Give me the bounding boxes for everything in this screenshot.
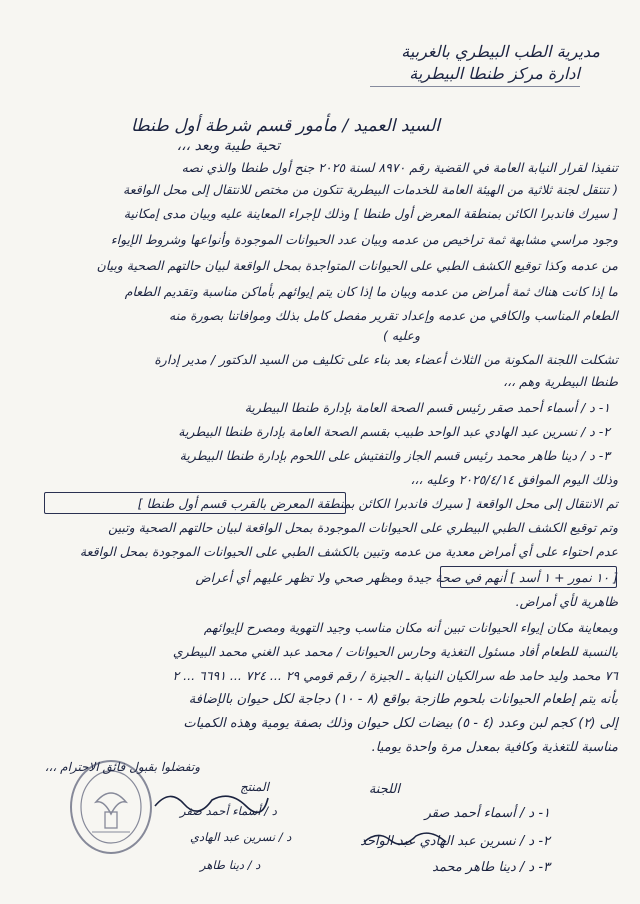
- finding-line: ٧٦ محمد وليد حامد طه سرالكيان النيابة ـ الجيزة / رقم قومي ٢٩ ... ٧٢٤ ... ٦٦٩١ ... ٢: [172, 668, 618, 683]
- signature-name: د / دينا طاهر: [200, 858, 261, 872]
- body-line: وجود مراسي مشابهة ثمة تراخيص من عدمه وبيان عدد الحيوانات الموجودة وأنواعها وشروط الإيواء: [110, 232, 618, 247]
- finding-line: وتم توقيع الكشف الطبي البيطري على الحيوانات الموجودة بمحل الواقعة لبيان حالتهم الصحية وتبين: [108, 520, 618, 535]
- closing-note: وتفضلوا بقبول فائق الاحترام ،،،: [44, 760, 200, 774]
- body-line: [ سيرك فاندبرا الكائن بمنطقة المعرض أول طنطا ] وذلك لإجراء المعاينة عليه وبيان مدى إمكانية: [123, 206, 618, 221]
- signature-scribble: [360, 826, 450, 850]
- org-department: ادارة مركز طنطا البيطرية: [409, 64, 580, 83]
- stamp-eagle-icon: [72, 762, 150, 852]
- committee-date: وذلك اليوم الموافق ٢٠٢٥/٤/١٤ وعليه ،،،: [410, 472, 618, 487]
- body-line: ( تنتقل لجنة ثلاثية من الهيئة العامة للخدمات البيطرية تتكون من مختص للانتقال إلى محل الواقعة: [123, 182, 618, 197]
- signature-scribble: [150, 786, 270, 816]
- committee-signature: ٣- د / دينا طاهر محمد: [432, 860, 550, 875]
- committee-member: ٣- د / دينا طاهر محمد رئيس قسم الجاز والتفتيش على اللحوم بإدارة طنطا البيطرية: [179, 448, 610, 463]
- committee-intro-cont: طنطا البيطرية وهم ،،،: [503, 374, 618, 389]
- signature-title: المنتج: [240, 780, 269, 794]
- greeting: تحية طيبة وبعد ،،،: [176, 138, 280, 154]
- signature-name: د / أسماء أحمد صقر: [180, 804, 277, 818]
- finding-line: عدم احتواء على أي أمراض معدية من عدمه وتبين بالكشف الطبي على الحيوانات الموجودة بمحل الواقعة: [79, 544, 618, 559]
- committee-title: اللجنة: [368, 782, 400, 797]
- animal-count-bracket: [440, 566, 617, 588]
- body-line: الطعام المناسب والكافي من عدمه وإعداد تقرير مفصل كامل بذلك وموافاتنا بصورة منه: [169, 308, 618, 323]
- org-name: مديرية الطب البيطري بالغربية: [401, 42, 600, 61]
- signature-name: د / نسرين عبد الهادي: [190, 830, 292, 844]
- body-line: ما إذا كانت هناك ثمة أمراض من عدمه وبيان ما إذا كان يتم إيوائهم بأماكن مناسبة وتقديم الطعام: [124, 284, 618, 299]
- finding-line: إلى (٢) كجم لبن وعدد (٤ - ٥) بيضات لكل حيوان وذلك بصفة يومية وهذه الكميات: [183, 716, 618, 731]
- official-stamp: [70, 760, 152, 854]
- committee-signature: ١- د / أسماء أحمد صقر: [424, 806, 550, 821]
- committee-signature: ٢- د / نسرين عبد الهادي عبد الواحد: [360, 834, 550, 849]
- finding-line: مناسبة للتغذية وكافية بمعدل مرة واحدة يوميا.: [371, 740, 618, 755]
- committee-member: ١- د / أسماء أحمد صقر رئيس قسم الصحة العامة بإدارة طنطا البيطرية: [244, 400, 610, 415]
- finding-line: ظاهرية لأي أمراض.: [515, 594, 618, 609]
- finding-line: [ ١٠ نمور + ١ أسد ] أنهم في صحة جيدة ومظهر صحي ولا تظهر عليهم أي أعراض: [195, 570, 618, 585]
- finding-line: وبمعاينة مكان إيواء الحيوانات تبين أنه مكان مناسب وجيد التهوية ومصرح لإيوائهم: [203, 620, 618, 635]
- location-bracket: [44, 492, 346, 514]
- finding-line: بأنه يتم إطعام الحيوانات بلحوم طازجة بواقع (٨ - ١٠) دجاجة لكل حيوان بالإضافة: [188, 692, 618, 707]
- header-underline: [370, 86, 580, 87]
- addressee-title: السيد العميد / مأمور قسم شرطة أول طنطا: [131, 116, 440, 136]
- committee-member: ٢- د / نسرين عبد الهادي عبد الواحد طبيب بقسم الصحة العامة بإدارة طنطا البيطرية: [178, 424, 610, 439]
- finding-line: تم الانتقال إلى محل الواقعة [ سيرك فاندبرا الكائن بمنطقة المعرض بالقرب قسم أول طنطا ]: [137, 496, 618, 511]
- body-line: من عدمه وكذا توقيع الكشف الطبي على الحيوانات المتواجدة بمحل الواقعة لبيان حالتهم الصحية وبيان: [96, 258, 618, 273]
- body-line: وعليه ): [383, 328, 420, 343]
- committee-intro: تشكلت اللجنة المكونة من الثلاث أعضاء بعد بناء على تكليف من السيد الدكتور / مدير إدارة: [154, 352, 618, 367]
- finding-line: بالنسبة للطعام أفاد مسئول التغذية وحارس الحيوانات / محمد عبد الغني محمد البيطري: [172, 644, 618, 659]
- body-line: تنفيذا لقرار النيابة العامة في القضية رقم ٨٩٧٠ لسنة ٢٠٢٥ جنح أول طنطا والذي نصه: [181, 160, 618, 175]
